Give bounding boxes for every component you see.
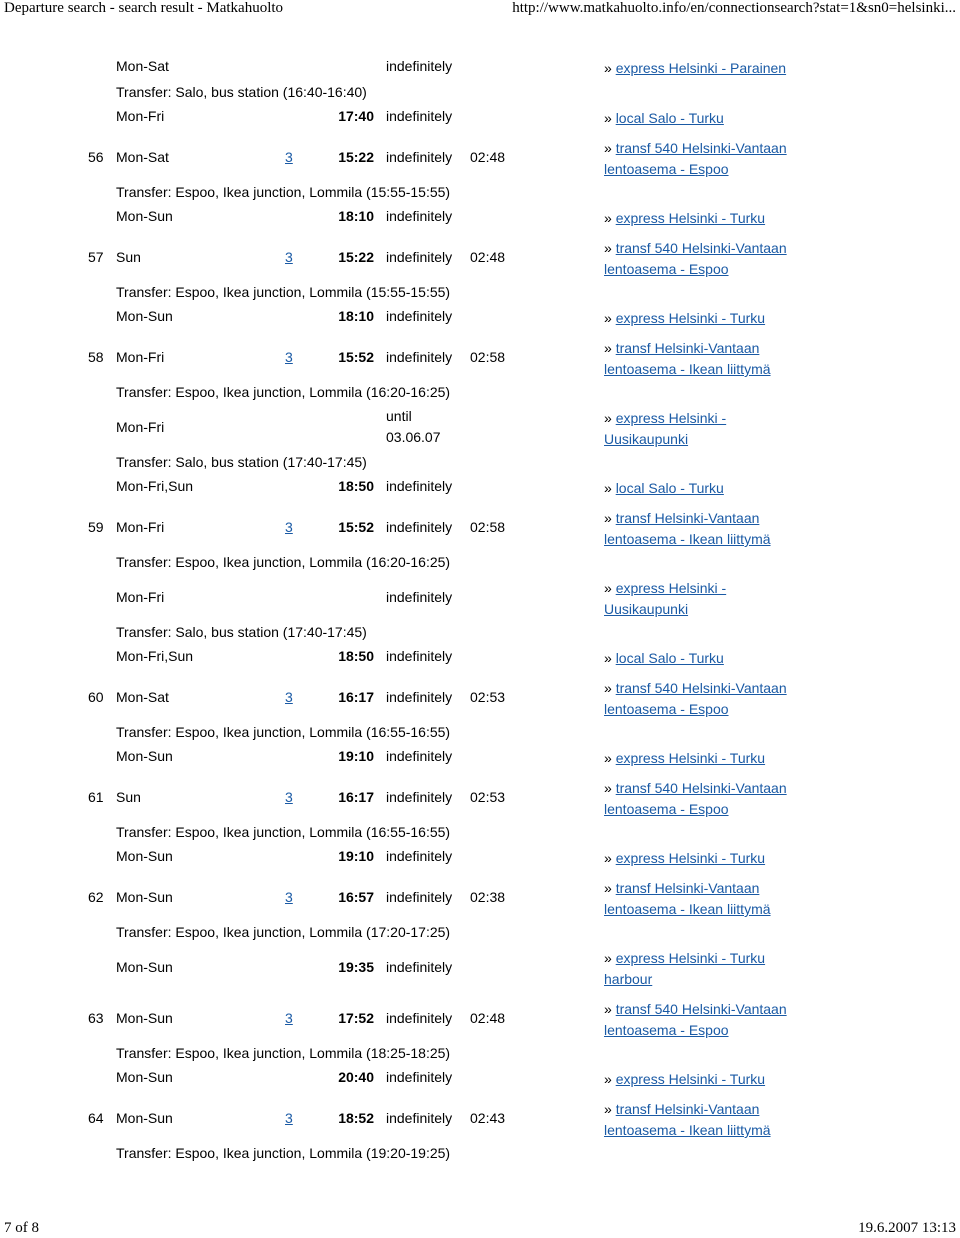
- route-link-group: [604, 999, 787, 1041]
- validity: indefinitely: [386, 959, 453, 975]
- route-link-group: [604, 508, 771, 550]
- route-arrow-icon: »: [604, 1101, 616, 1117]
- operating-days: Mon-Sun: [116, 1010, 173, 1026]
- changes-link[interactable]: 3: [285, 689, 293, 705]
- route-arrow-icon: »: [604, 950, 616, 966]
- route-link-continued[interactable]: lentoasema - Espoo: [604, 801, 729, 817]
- operating-days: Mon-Sat: [116, 58, 169, 74]
- validity: indefinitely: [386, 478, 453, 494]
- departure-time: 16:17: [338, 689, 374, 705]
- departure-time: 18:50: [338, 648, 374, 664]
- route-arrow-icon: »: [604, 140, 616, 156]
- transfer-note: Transfer: Espoo, Ikea junction, Lommila (15:55-15:55): [116, 184, 451, 200]
- page-url: http://www.matkahuolto.info/en/connectionsearch?stat=1&sn0=helsinki...: [512, 0, 956, 16]
- validity: indefinitely: [386, 249, 453, 265]
- route-arrow-icon: »: [604, 650, 616, 666]
- route-arrow-icon: »: [604, 110, 616, 126]
- route-link-group: [604, 648, 724, 669]
- route-link-continued[interactable]: lentoasema - Espoo: [604, 1022, 729, 1038]
- route-link[interactable]: transf Helsinki-Vantaan: [615, 1101, 760, 1117]
- operating-days: Mon-Fri: [116, 519, 165, 535]
- route-link-continued[interactable]: lentoasema - Ikean liittymä: [604, 361, 771, 377]
- route-link[interactable]: express Helsinki - Turku: [615, 1071, 766, 1087]
- validity: indefinitely: [386, 589, 453, 605]
- route-link[interactable]: transf 540 Helsinki-Vantaan: [615, 680, 787, 696]
- route-link[interactable]: transf Helsinki-Vantaan: [615, 880, 760, 896]
- route-link[interactable]: express Helsinki -: [615, 410, 727, 426]
- connection-number: 58: [88, 349, 104, 365]
- validity: indefinitely: [386, 648, 453, 664]
- changes-link[interactable]: 3: [285, 1110, 293, 1126]
- route-link-group: [604, 108, 724, 129]
- validity: indefinitely: [386, 748, 453, 764]
- duration: 02:48: [470, 149, 506, 165]
- duration: 02:48: [470, 1010, 506, 1026]
- validity: indefinitely: [386, 789, 453, 805]
- route-link[interactable]: transf 540 Helsinki-Vantaan: [615, 240, 787, 256]
- route-link-group: [604, 208, 765, 229]
- transfer-note: Transfer: Salo, bus station (17:40-17:45): [116, 454, 367, 470]
- operating-days: Sun: [116, 789, 141, 805]
- operating-days: Mon-Sun: [116, 1069, 173, 1085]
- departure-time: 17:52: [338, 1010, 374, 1026]
- changes-link[interactable]: 3: [285, 349, 293, 365]
- route-arrow-icon: »: [604, 780, 616, 796]
- route-link-group: [604, 578, 726, 620]
- validity: indefinitely: [386, 519, 453, 535]
- route-link-group: [604, 748, 765, 769]
- validity: indefinitely: [386, 848, 453, 864]
- duration: 02:58: [470, 519, 506, 535]
- changes-link[interactable]: 3: [285, 1010, 293, 1026]
- departure-time: 20:40: [338, 1069, 374, 1085]
- route-link-continued[interactable]: lentoasema - Ikean liittymä: [604, 531, 771, 547]
- route-arrow-icon: »: [604, 1071, 616, 1087]
- duration: 02:58: [470, 349, 506, 365]
- duration: 02:48: [470, 249, 506, 265]
- validity: indefinitely: [386, 1069, 453, 1085]
- departure-time: 15:52: [338, 519, 374, 535]
- duration: 02:53: [470, 689, 506, 705]
- departure-time: 15:22: [338, 149, 374, 165]
- changes-link[interactable]: 3: [285, 149, 293, 165]
- route-link-group: [604, 408, 726, 450]
- route-link-group: [604, 238, 787, 280]
- operating-days: Mon-Fri,Sun: [116, 648, 194, 664]
- route-link[interactable]: transf 540 Helsinki-Vantaan: [615, 780, 787, 796]
- route-arrow-icon: »: [604, 680, 616, 696]
- connection-number: 60: [88, 689, 104, 705]
- changes-link[interactable]: 3: [285, 889, 293, 905]
- changes-link[interactable]: 3: [285, 249, 293, 265]
- validity-date: 03.06.07: [386, 429, 441, 445]
- transfer-note: Transfer: Espoo, Ikea junction, Lommila (18:25-18:25): [116, 1045, 451, 1061]
- transfer-note: Transfer: Salo, bus station (17:40-17:45): [116, 624, 367, 640]
- connection-number: 59: [88, 519, 104, 535]
- route-arrow-icon: »: [604, 480, 616, 496]
- departure-time: 16:17: [338, 789, 374, 805]
- duration: 02:38: [470, 889, 506, 905]
- route-arrow-icon: »: [604, 240, 616, 256]
- changes-link[interactable]: 3: [285, 789, 293, 805]
- route-link[interactable]: transf 540 Helsinki-Vantaan: [615, 140, 787, 156]
- route-arrow-icon: »: [604, 850, 616, 866]
- operating-days: Mon-Fri: [116, 108, 165, 124]
- operating-days: Mon-Fri: [116, 419, 165, 435]
- route-arrow-icon: »: [604, 310, 616, 326]
- print-footer: [0, 1220, 960, 1238]
- route-link[interactable]: express Helsinki - Turku: [615, 850, 766, 866]
- route-link-group: [604, 58, 786, 79]
- departure-time: 19:10: [338, 848, 374, 864]
- route-arrow-icon: »: [604, 340, 616, 356]
- route-link[interactable]: express Helsinki -: [615, 580, 727, 596]
- route-link-group: [604, 138, 787, 180]
- route-link-continued[interactable]: harbour: [604, 971, 653, 987]
- connection-number: 62: [88, 889, 104, 905]
- route-link-group: [604, 1099, 771, 1141]
- validity: indefinitely: [386, 149, 453, 165]
- validity: indefinitely: [386, 889, 453, 905]
- route-arrow-icon: »: [604, 510, 616, 526]
- route-link-group: [604, 948, 765, 990]
- route-link[interactable]: express Helsinki - Turku: [615, 950, 766, 966]
- transfer-note: Transfer: Espoo, Ikea junction, Lommila (15:55-15:55): [116, 284, 451, 300]
- operating-days: Mon-Fri: [116, 349, 165, 365]
- route-link-group: [604, 678, 787, 720]
- route-link-group: [604, 878, 771, 920]
- departure-time: 19:10: [338, 748, 374, 764]
- duration: 02:53: [470, 789, 506, 805]
- route-link-continued[interactable]: lentoasema - Espoo: [604, 161, 729, 177]
- route-arrow-icon: »: [604, 210, 616, 226]
- transfer-note: Transfer: Espoo, Ikea junction, Lommila (16:20-16:25): [116, 384, 451, 400]
- route-link-group: [604, 1069, 765, 1090]
- operating-days: Mon-Sun: [116, 848, 173, 864]
- print-datetime: 19.6.2007 13:13: [858, 1220, 956, 1236]
- connection-number: 63: [88, 1010, 104, 1026]
- route-link-continued[interactable]: lentoasema - Ikean liittymä: [604, 901, 771, 917]
- operating-days: Mon-Sun: [116, 1110, 173, 1126]
- route-link-continued[interactable]: lentoasema - Espoo: [604, 261, 729, 277]
- route-link[interactable]: express Helsinki - Turku: [615, 310, 766, 326]
- route-link[interactable]: transf 540 Helsinki-Vantaan: [615, 1001, 787, 1017]
- validity: indefinitely: [386, 208, 453, 224]
- operating-days: Mon-Sun: [116, 889, 173, 905]
- departure-time: 17:40: [338, 108, 374, 124]
- operating-days: Mon-Fri: [116, 589, 165, 605]
- route-arrow-icon: »: [604, 880, 616, 896]
- transfer-note: Transfer: Salo, bus station (16:40-16:40): [116, 84, 367, 100]
- page-title: Departure search - search result - Matkahuolto: [4, 0, 284, 16]
- operating-days: Mon-Sun: [116, 308, 173, 324]
- route-link-continued[interactable]: lentoasema - Espoo: [604, 701, 729, 717]
- route-link-group: [604, 848, 765, 869]
- route-link-continued[interactable]: Uusikaupunki: [604, 431, 689, 447]
- transfer-note: Transfer: Espoo, Ikea junction, Lommila (17:20-17:25): [116, 924, 451, 940]
- route-link[interactable]: express Helsinki - Turku: [615, 210, 766, 226]
- transfer-note: Transfer: Espoo, Ikea junction, Lommila (16:55-16:55): [116, 724, 451, 740]
- route-link[interactable]: transf Helsinki-Vantaan: [615, 340, 760, 356]
- validity: indefinitely: [386, 58, 453, 74]
- duration: 02:43: [470, 1110, 506, 1126]
- route-arrow-icon: »: [604, 750, 616, 766]
- route-link-group: [604, 778, 787, 820]
- validity: until: [386, 408, 412, 424]
- connection-number: 57: [88, 249, 104, 265]
- route-arrow-icon: »: [604, 1001, 616, 1017]
- transfer-note: Transfer: Espoo, Ikea junction, Lommila (19:20-19:25): [116, 1145, 451, 1161]
- departure-time: 15:52: [338, 349, 374, 365]
- route-link[interactable]: local Salo - Turku: [615, 480, 724, 496]
- route-link[interactable]: express Helsinki - Parainen: [615, 60, 787, 76]
- route-link-group: [604, 478, 724, 499]
- page-number: 7 of 8: [4, 1220, 39, 1236]
- route-link[interactable]: local Salo - Turku: [615, 110, 724, 126]
- validity: indefinitely: [386, 1010, 453, 1026]
- route-link[interactable]: transf Helsinki-Vantaan: [615, 510, 760, 526]
- operating-days: Mon-Fri,Sun: [116, 478, 194, 494]
- validity: indefinitely: [386, 1110, 453, 1126]
- route-link[interactable]: local Salo - Turku: [615, 650, 724, 666]
- changes-link[interactable]: 3: [285, 519, 293, 535]
- route-link-group: [604, 338, 771, 380]
- operating-days: Mon-Sun: [116, 208, 173, 224]
- transfer-note: Transfer: Espoo, Ikea junction, Lommila (16:55-16:55): [116, 824, 451, 840]
- operating-days: Sun: [116, 249, 141, 265]
- operating-days: Mon-Sun: [116, 748, 173, 764]
- validity: indefinitely: [386, 689, 453, 705]
- connection-number: 64: [88, 1110, 104, 1126]
- route-arrow-icon: »: [604, 580, 616, 596]
- departure-time: 18:10: [338, 308, 374, 324]
- route-link[interactable]: express Helsinki - Turku: [615, 750, 766, 766]
- operating-days: Mon-Sat: [116, 149, 169, 165]
- departure-time: 15:22: [338, 249, 374, 265]
- departure-time: 16:57: [338, 889, 374, 905]
- route-arrow-icon: »: [604, 410, 616, 426]
- route-arrow-icon: »: [604, 60, 616, 76]
- route-link-continued[interactable]: Uusikaupunki: [604, 601, 689, 617]
- validity: indefinitely: [386, 349, 453, 365]
- validity: indefinitely: [386, 108, 453, 124]
- operating-days: Mon-Sun: [116, 959, 173, 975]
- route-link-group: [604, 308, 765, 329]
- route-link-continued[interactable]: lentoasema - Ikean liittymä: [604, 1122, 771, 1138]
- departure-time: 18:52: [338, 1110, 374, 1126]
- validity: indefinitely: [386, 308, 453, 324]
- connection-number: 61: [88, 789, 104, 805]
- transfer-note: Transfer: Espoo, Ikea junction, Lommila (16:20-16:25): [116, 554, 451, 570]
- departure-time: 18:50: [338, 478, 374, 494]
- departure-time: 18:10: [338, 208, 374, 224]
- operating-days: Mon-Sat: [116, 689, 169, 705]
- connection-number: 56: [88, 149, 104, 165]
- departure-time: 19:35: [338, 959, 374, 975]
